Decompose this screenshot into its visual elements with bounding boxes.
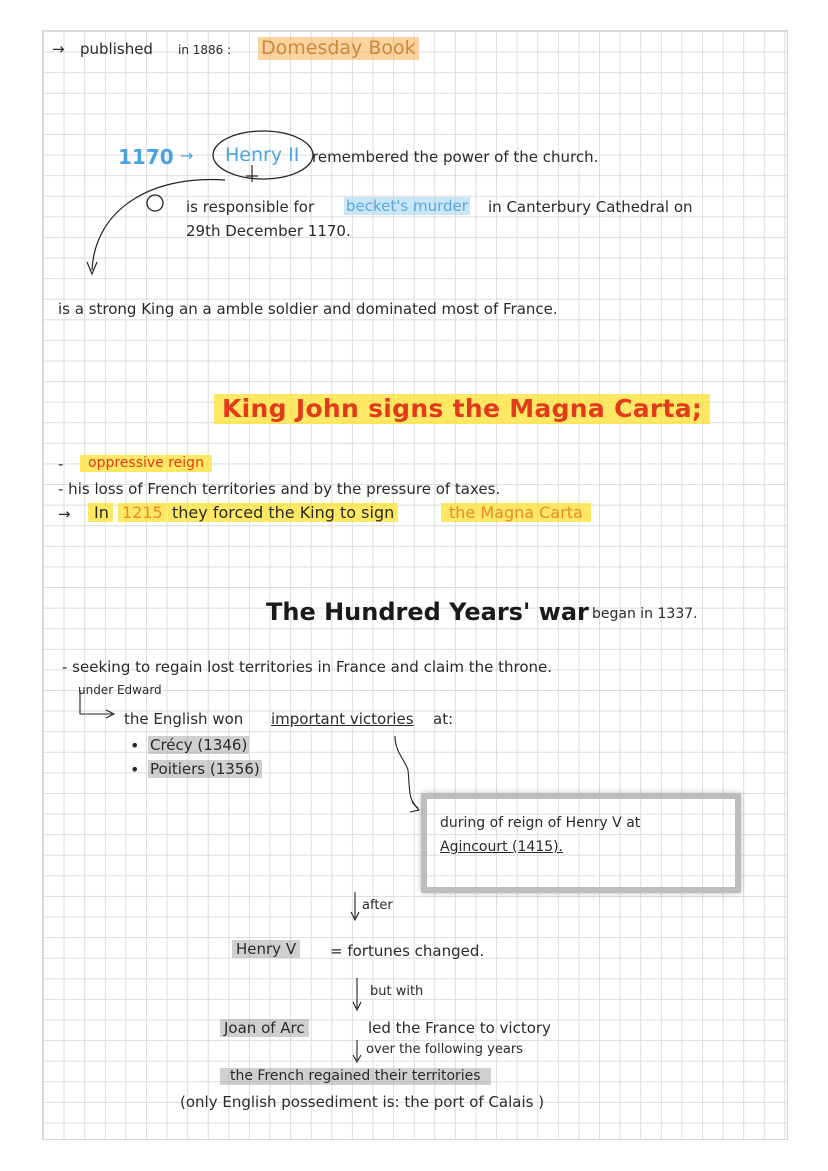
- in-label: In: [88, 503, 113, 522]
- victory-poitiers: Poitiers (1356): [150, 760, 260, 778]
- box-line2: Agincourt (1415).: [440, 839, 564, 855]
- becket-murder: becket's murder: [346, 197, 468, 215]
- french-regained: the French regained their territories: [220, 1068, 491, 1085]
- year-1215: 1215: [118, 503, 167, 522]
- box-line1: during of reign of Henry V at: [440, 815, 641, 831]
- important-victories: important victories: [271, 710, 414, 728]
- domesday-title: Domesday Book: [258, 37, 419, 60]
- joan-of-arc: Joan of Arc: [220, 1019, 309, 1037]
- king-john-heading: King John signs the Magna Carta;: [214, 394, 710, 424]
- began-1337: began in 1337.: [592, 606, 698, 622]
- english-won: the English won: [124, 710, 244, 728]
- john-arrow: →: [58, 505, 71, 523]
- henry2-name: Henry II: [225, 144, 300, 166]
- resp-date: 29th December 1170.: [186, 222, 351, 240]
- line1-in: in 1886 :: [178, 43, 232, 57]
- resp-a: is responsible for: [186, 198, 315, 216]
- henry-v: Henry V: [232, 940, 300, 958]
- strong-king: is a strong King an a amble soldier and dominated most of France.: [58, 300, 558, 318]
- john-dash: -: [58, 455, 64, 473]
- resp-c: in Canterbury Cathedral on: [488, 198, 693, 216]
- led-france: led the France to victory: [368, 1019, 551, 1037]
- henry2-remembered: remembered the power of the church.: [312, 148, 599, 166]
- but-with: but with: [370, 984, 424, 999]
- forced-king: they forced the King to sign: [168, 503, 398, 522]
- following-years: over the following years: [366, 1042, 523, 1057]
- under-edward: under Edward: [78, 683, 162, 697]
- fortunes-changed: = fortunes changed.: [330, 942, 485, 960]
- line1-prefix: published: [80, 40, 153, 58]
- only-calais: (only English possediment is: the port of Calais ): [180, 1093, 545, 1111]
- bullet-dot: •: [130, 736, 140, 755]
- after-label: after: [362, 898, 393, 913]
- magna-carta: the Magna Carta: [441, 503, 591, 522]
- at-label: at:: [433, 710, 454, 728]
- henry2-arrow: →: [180, 146, 194, 165]
- oppressive-reign: oppressive reign: [80, 455, 212, 472]
- victory-crecy: Crécy (1346): [150, 736, 248, 754]
- bullet-dot: •: [130, 760, 140, 779]
- year-1170: 1170: [118, 145, 174, 169]
- hundred-years-heading: The Hundred Years' war: [266, 598, 589, 626]
- john-loss: - his loss of French territories and by the pressure of taxes.: [58, 480, 501, 498]
- line1-arrow: →: [52, 40, 65, 58]
- seeking: - seeking to regain lost territories in France and claim the throne.: [62, 658, 553, 676]
